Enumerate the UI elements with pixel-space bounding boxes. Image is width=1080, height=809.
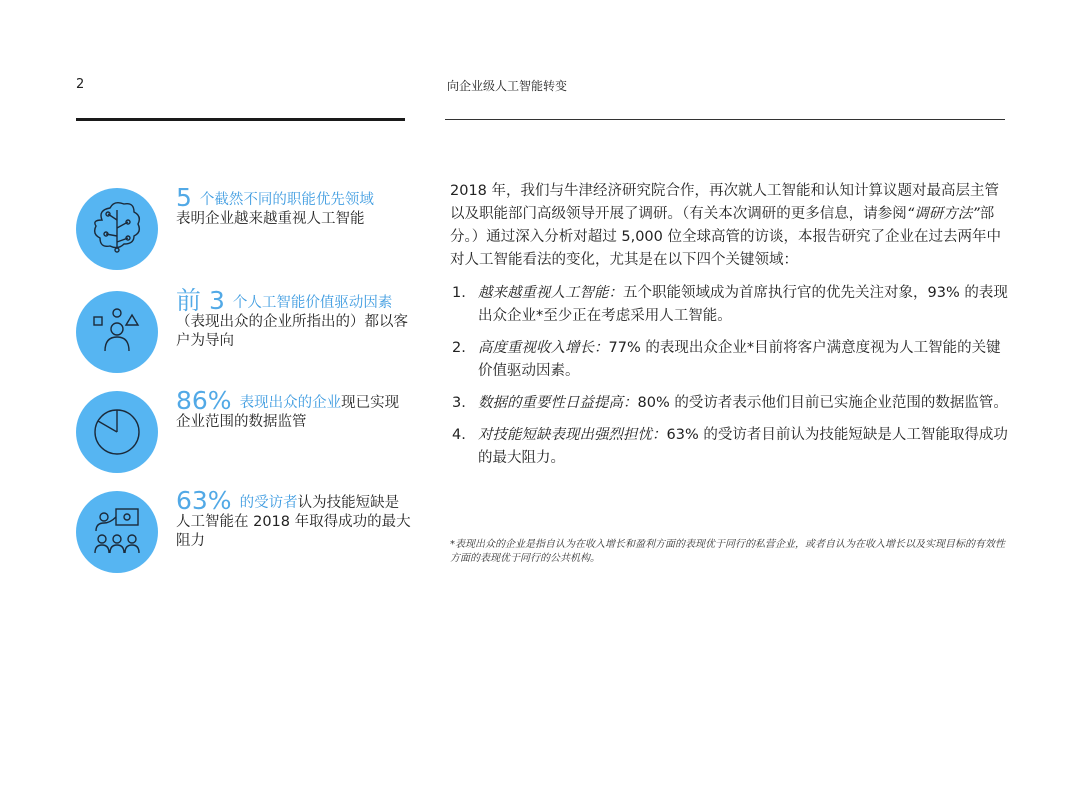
footnote: *表现出众的企业是指自认为在收入增长和盈利方面的表现优于同行的私营企业，或者自认为在收入增长以及实现目标的有效性方面的表现优于同行的公共机构。 bbox=[450, 539, 1005, 564]
stat-data-governance bbox=[76, 386, 416, 475]
stat-description: （表现出众的企业所指出的）都以客户为导向 bbox=[176, 314, 408, 349]
divider-right bbox=[445, 119, 1005, 120]
list-item: 1. 越来越重视人工智能：五个职能领域成为首席执行官的优先关注对象，93% 的表现出众企业*至少正在考虑采用人工智能。 bbox=[452, 285, 1008, 324]
stat-highlight: 表现出众的企业 bbox=[239, 395, 342, 411]
stat-functional-areas bbox=[76, 183, 416, 272]
stat-description: 认为技能短缺是人工智能在 2018 年取得成功的最大阻力 bbox=[176, 495, 411, 549]
person-with-shapes-icon bbox=[76, 291, 158, 373]
stat-skills-shortage bbox=[76, 486, 416, 575]
methodology-reference: “调研方法” bbox=[906, 206, 980, 222]
circuit-brain-icon bbox=[76, 188, 158, 270]
list-item: 4. 对技能短缺表现出强烈担忧：63% 的受访者目前认为技能短缺是人工智能取得成功的最大阻力。 bbox=[452, 427, 1008, 466]
stat-number: 5 bbox=[176, 183, 192, 212]
presentation-audience-icon bbox=[76, 491, 158, 573]
page-number: 2 bbox=[76, 77, 85, 92]
stat-value-drivers bbox=[76, 286, 416, 375]
stat-highlight: 的受访者 bbox=[239, 495, 298, 511]
stat-highlight: 个截然不同的职能优先领域 bbox=[199, 192, 374, 208]
pie-chart-icon bbox=[76, 391, 158, 473]
stat-number: 63% bbox=[176, 486, 232, 515]
body-text bbox=[450, 180, 1010, 479]
stat-description: 现已实现企业范围的数据监管 bbox=[176, 395, 400, 430]
list-item: 2. 高度重视收入增长：77% 的表现出众企业*目前将客户满意度视为人工智能的关键价值驱动因素。 bbox=[452, 340, 1001, 379]
divider-left bbox=[76, 118, 405, 121]
key-findings-list bbox=[450, 282, 1010, 470]
intro-paragraph: 2018 年，我们与牛津经济研究院合作，再次就人工智能和认知计算议题对最高层主管以及职能部门高级领导开展了调研。（有关本次调研的更多信息，请参阅“调研方法”部分。）通过深入分析对超过 5,000 位全球高管的访谈，本报告研究了企业在过去两年中对人工智能看法的变化，尤其是在以下四个关键领域： bbox=[450, 183, 1001, 268]
stat-highlight: 个人工智能价值驱动因素 bbox=[232, 295, 393, 311]
stat-description: 表明企业越来越重视人工智能 bbox=[176, 211, 365, 227]
list-item: 3. 数据的重要性日益提高：80% 的受访者表示他们目前已实施企业范围的数据监管。 bbox=[452, 395, 1008, 411]
stat-number: 前 3 bbox=[176, 286, 225, 315]
running-title: 向企业级人工智能转变 bbox=[447, 79, 568, 93]
stat-number: 86% bbox=[176, 386, 232, 415]
